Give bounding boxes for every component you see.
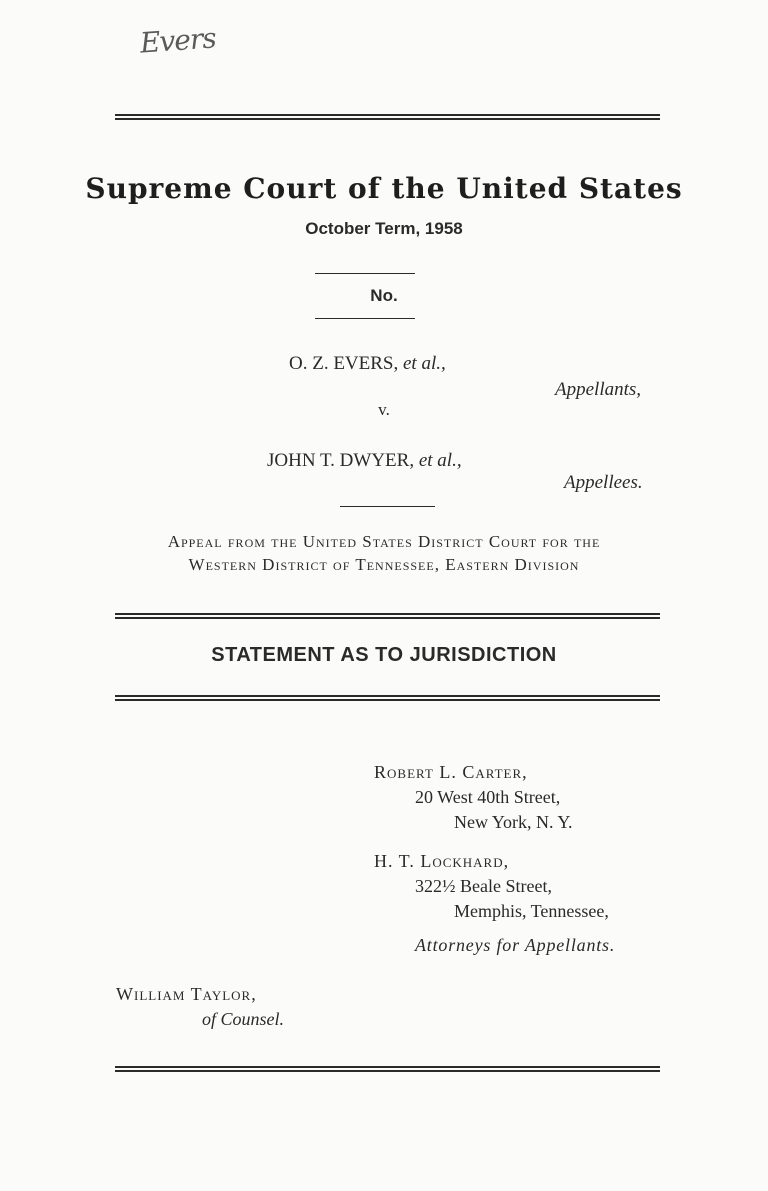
attorney-address-line-1: 322½ Beale Street,	[415, 876, 552, 896]
rule-above-number	[315, 273, 415, 274]
double-rule-below-statement	[115, 695, 660, 701]
appellees-role: Appellees.	[564, 472, 643, 493]
counsel-name: William Taylor,	[116, 984, 257, 1004]
appellants-etal: et al.,	[403, 353, 446, 374]
document-title: STATEMENT AS TO JURISDICTION	[211, 644, 557, 666]
appellants-name-text: O. Z. EVERS,	[289, 353, 399, 374]
court-title: Supreme Court of the United States	[85, 172, 683, 205]
attorneys-role: Attorneys for Appellants.	[415, 935, 616, 955]
double-rule-above-statement	[115, 613, 660, 619]
attorney-address-line-2: New York, N. Y.	[454, 812, 573, 832]
attorney-name: Robert L. Carter,	[374, 762, 528, 782]
counsel-block	[116, 982, 284, 1032]
attorney-address-line-2: Memphis, Tennessee,	[454, 901, 609, 921]
term-line: October Term, 1958	[305, 219, 463, 238]
appeal-line-1: Appeal from the United States District Court for the	[167, 532, 601, 551]
rule-below-number	[315, 318, 415, 319]
counsel-role: of Counsel.	[202, 1009, 285, 1029]
appellants-role: Appellants,	[555, 379, 642, 400]
handwritten-note: Evers	[138, 21, 217, 60]
appellees-name-text: JOHN T. DWYER,	[267, 450, 415, 471]
attorney-address-line-1: 20 West 40th Street,	[415, 787, 561, 807]
bottom-double-rule	[115, 1066, 660, 1072]
attorney-block-lockhard	[374, 849, 609, 924]
appeal-line-2: Western District of Tennessee, Eastern Division	[188, 555, 580, 574]
versus: v.	[378, 400, 390, 419]
case-number-label: No.	[370, 286, 398, 305]
appellees-name	[267, 450, 462, 472]
attorney-name: H. T. Lockhard,	[374, 851, 510, 871]
top-double-rule	[115, 114, 660, 120]
attorney-block-carter	[374, 760, 573, 835]
appellants-name	[289, 353, 446, 375]
appellees-etal: et al.,	[418, 450, 462, 471]
rule-below-parties	[340, 506, 435, 507]
